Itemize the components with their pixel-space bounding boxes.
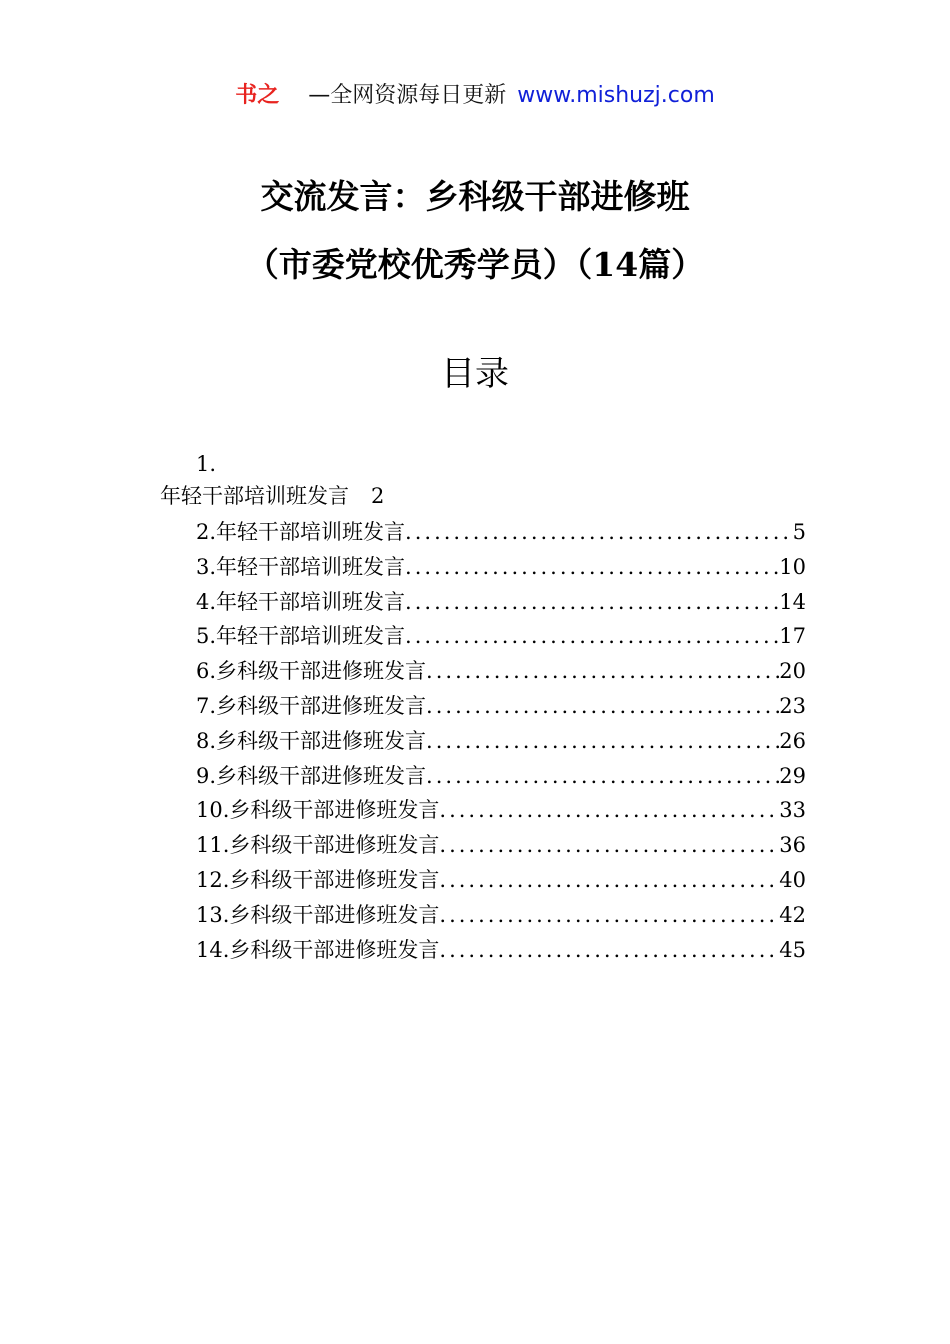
toc-entry-page: 33 [779,798,806,823]
toc-entry[interactable] [196,933,806,968]
toc-entry-page: 40 [779,867,806,892]
toc-entry-label: 5.年轻干部培训班发言 [196,624,406,649]
toc-entry-label: 11.乡科级干部进修班发言 [196,833,440,858]
toc-entry-label: 13.乡科级干部进修班发言 [196,902,440,927]
toc-entry-page: 10 [779,554,806,579]
toc-leader-dots [405,619,779,654]
toc-leader-dots [405,585,779,620]
toc-entry-page: 23 [779,693,806,718]
toc-entry[interactable] [196,759,806,794]
toc-entry[interactable] [196,654,806,689]
toc-entry-page: 20 [779,659,806,684]
toc-entry[interactable] [196,550,806,585]
toc-entry-page: 42 [779,902,806,927]
toc-leader-dots [439,933,779,968]
toc-entry[interactable] [196,724,806,759]
brand-name: 书之 [235,83,280,108]
site-link[interactable]: www.mishuzj.com [517,83,715,108]
toc-first-number[interactable]: 1. [196,452,217,476]
toc-entry-label: 14.乡科级干部进修班发言 [196,937,440,962]
toc-entry-label: 7.乡科级干部进修班发言 [196,693,427,718]
toc-leader-dots [439,793,779,828]
toc-leader-dots [405,550,779,585]
toc-entry[interactable] [196,793,806,828]
toc-first-entry[interactable] [160,481,384,511]
toc-entry-label: 2.年轻干部培训班发言 [196,520,406,544]
toc-entry[interactable] [196,619,806,654]
toc-entry-page: 36 [779,833,806,858]
toc-entry-label: 12.乡科级干部进修班发言 [196,867,440,892]
toc-entry-label: 10.乡科级干部进修班发言 [196,798,440,823]
toc-entry-label: 4.年轻干部培训班发言 [196,589,406,614]
toc-entry[interactable] [196,585,806,620]
toc-first-title: 年轻干部培训班发言 [160,484,349,508]
toc-entry[interactable] [196,689,806,724]
toc-entry[interactable] [196,898,806,933]
toc-entry-page: 45 [779,937,806,962]
document-title-line-1: 交流发言：乡科级干部进修班 [260,177,690,216]
toc-entry-label: 3.年轻干部培训班发言 [196,554,406,579]
toc-leader-dots [405,515,793,550]
toc-entry-label: 6.乡科级干部进修班发言 [196,659,427,684]
toc-leader-dots [426,724,779,759]
page-header [0,80,950,112]
toc-heading: 目录 [441,354,509,394]
toc-entry-page: 26 [779,728,806,753]
document-title-line-2: （市委党校优秀学员）（14篇） [245,245,705,284]
toc-entry-label: 9.乡科级干部进修班发言 [196,763,427,788]
toc-entry-page: 14 [779,589,806,614]
header-slogan: —全网资源每日更新 [308,83,507,108]
toc-entry[interactable] [196,863,806,898]
toc-entry[interactable] [196,828,806,863]
toc-leader-dots [439,863,779,898]
toc-first-page: 2 [371,484,385,508]
toc-entry-page: 29 [779,763,806,788]
toc-entry[interactable] [196,515,806,550]
toc-leader-dots [426,759,779,794]
toc-leader-dots [426,654,779,689]
toc-list [196,515,806,967]
toc-leader-dots [439,828,779,863]
toc-leader-dots [439,898,779,933]
toc-entry-page: 5 [792,520,806,544]
toc-leader-dots [426,689,779,724]
toc-entry-page: 17 [779,624,806,649]
toc-entry-label: 8.乡科级干部进修班发言 [196,728,427,753]
